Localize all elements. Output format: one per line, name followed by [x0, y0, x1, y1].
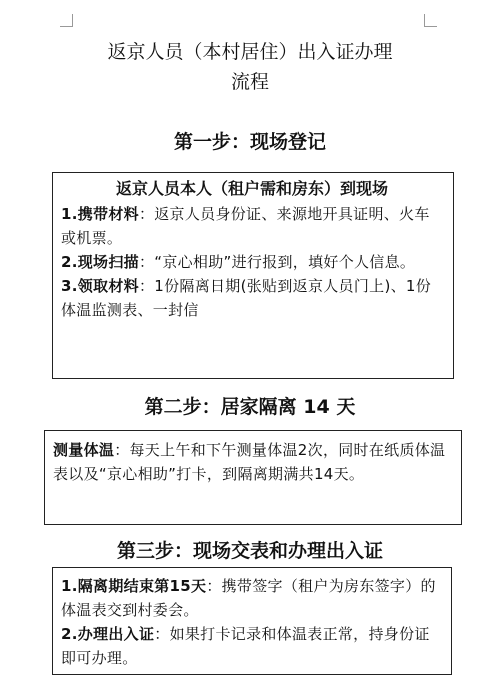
step1-item-1-key: 携带材料	[77, 205, 139, 223]
step3-item-2-number: 2.	[61, 625, 78, 643]
step3-item-2-text: ：如果打卡记录和体温表正常，持身份证即可办理。	[61, 625, 430, 667]
step2-heading: 第二步：居家隔离 14 天	[144, 396, 356, 418]
step3-box	[52, 567, 452, 675]
step1-item-1-text: ：返京人员身份证、来源地开具证明、火车或机票。	[61, 205, 430, 247]
step1-item-1	[61, 202, 443, 250]
document-title	[0, 37, 500, 97]
step1-item-2	[61, 250, 443, 274]
step2-item-1-key: 测量体温	[53, 441, 115, 459]
document-title-line2: 流程	[230, 71, 269, 93]
page-corner-mark-right	[424, 14, 437, 27]
step1-item-2-number: 2.	[61, 253, 78, 271]
step1-item-3-key: 领取材料	[77, 277, 139, 295]
step1-item-3-number: 3.	[61, 277, 78, 295]
step3-item-1	[61, 574, 441, 622]
step3-item-1-number: 1.	[61, 577, 78, 595]
step1-item-3	[61, 274, 443, 322]
step1-box-heading: 返京人员本人（租户需和房东）到现场	[115, 179, 388, 198]
step3-heading: 第三步：现场交表和办理出入证	[116, 540, 383, 562]
step3-item-1-key: 隔离期结束第15天	[77, 577, 207, 595]
document-title-line1: 返京人员（本村居住）出入证办理	[107, 41, 393, 63]
step1-item-3-text: ：1份隔离日期(张贴到返京人员门上)、1份体温监测表、一封信	[61, 277, 432, 319]
step3-item-1-text: ：携带签字（租户为房东签字）的体温表交到村委会。	[61, 577, 436, 619]
step1-item-2-text: ：“京心相助”进行报到，填好个人信息。	[138, 253, 416, 271]
step1-heading: 第一步：现场登记	[173, 131, 326, 153]
step3-item-2	[61, 622, 441, 670]
step1-box	[52, 172, 454, 379]
step2-box	[44, 430, 462, 525]
step3-item-2-key: 办理出入证	[77, 625, 155, 643]
step2-item-1	[53, 438, 451, 486]
step2-item-1-text: ：每天上午和下午测量体温2次，同时在纸质体温表以及“京心相助”打卡，到隔离期满共14天。	[53, 441, 446, 483]
page-corner-mark-left	[60, 14, 73, 27]
step1-item-2-key: 现场扫描	[77, 253, 139, 271]
step1-item-1-number: 1.	[61, 205, 78, 223]
